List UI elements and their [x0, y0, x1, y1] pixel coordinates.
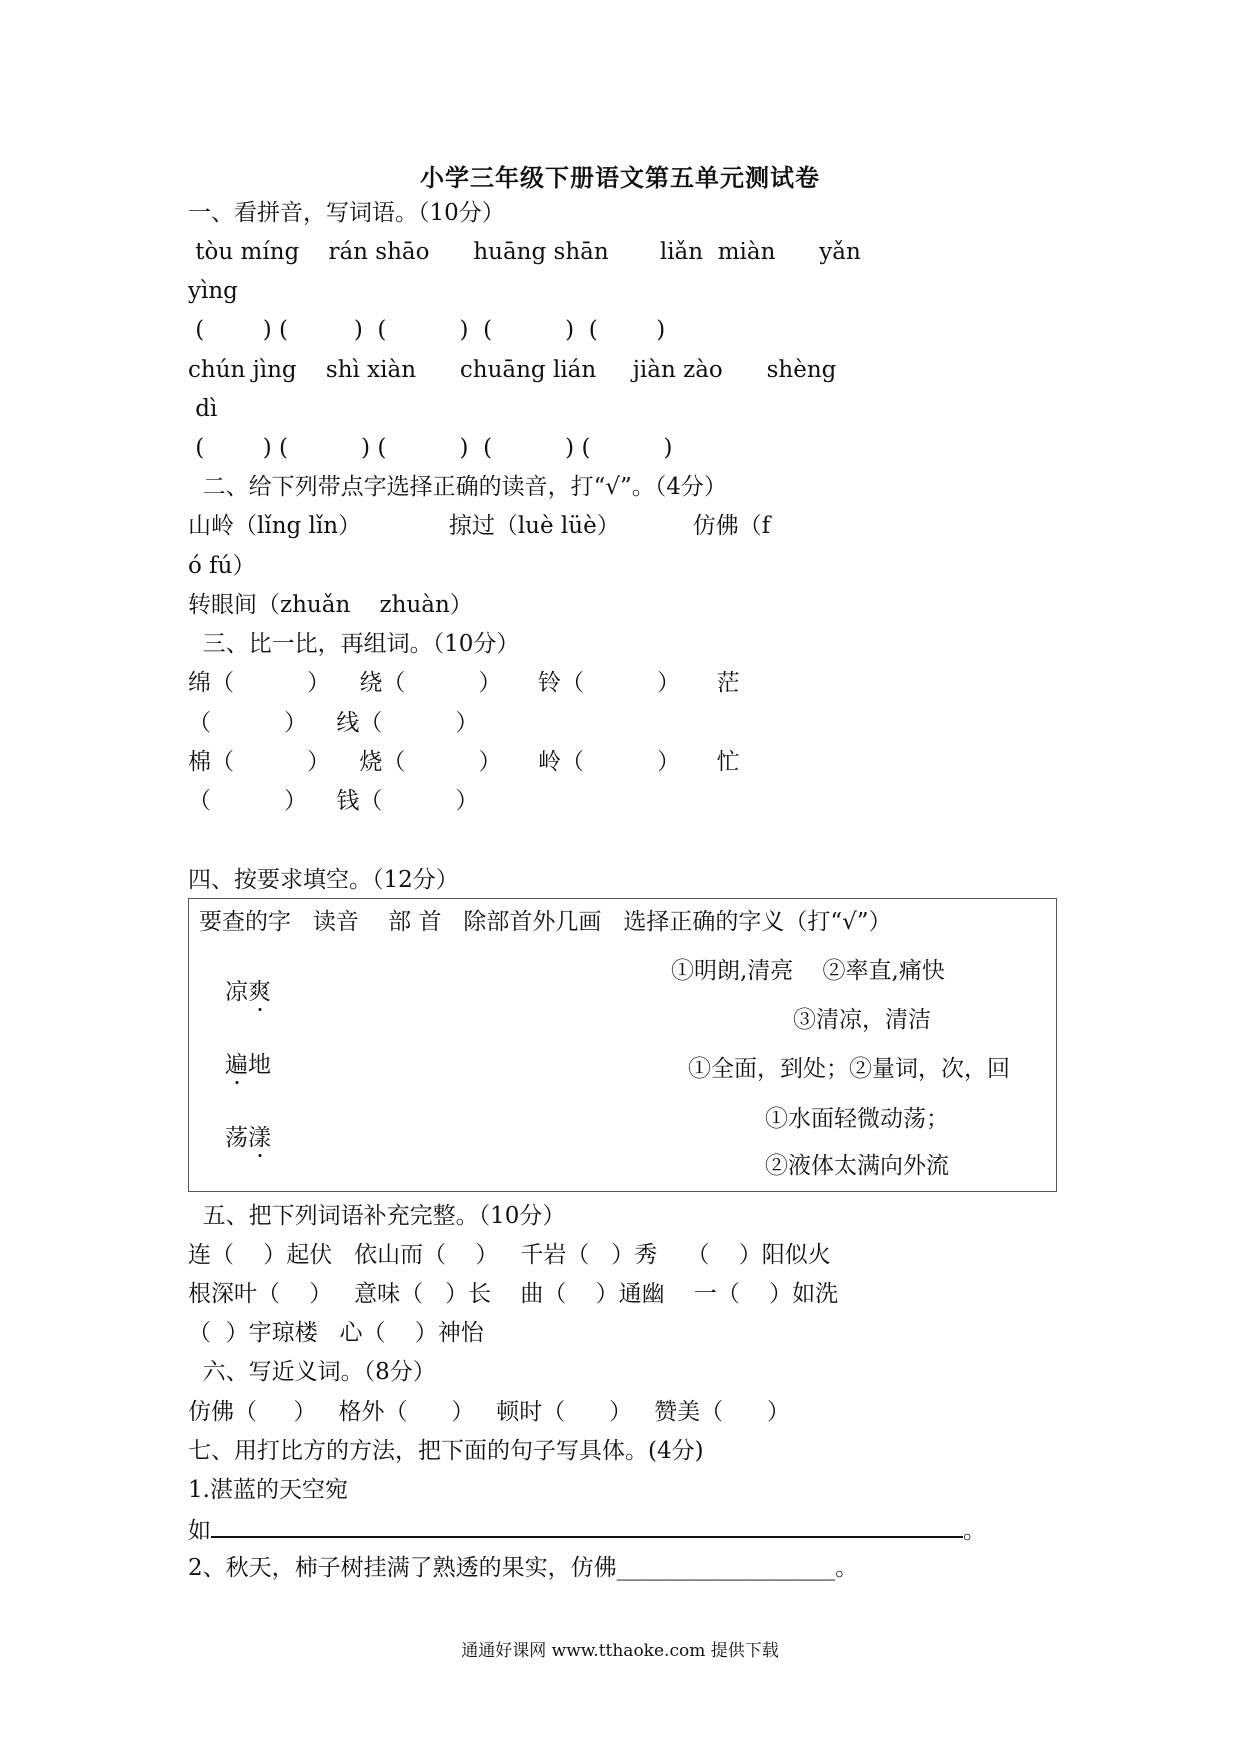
dictionary-table [188, 898, 1057, 1192]
table-header: 要查的字 读音 部 首 除部首外几画 选择正确的字义（打“√”） [199, 909, 892, 935]
answer-blanks-1[interactable]: ( ) ( ) ( ) ( ) ( ) [188, 317, 666, 343]
answer-blanks-2[interactable]: ( ) ( ) ( ) ( ) ( ) [188, 435, 673, 461]
page-title: 小学三年级下册语文第五单元测试卷 [420, 163, 820, 192]
question-1-answer [188, 1514, 986, 1546]
idiom-line-2[interactable]: 根深叶（ ） 意味（ ）长 曲（ ）通幽 一（ ）如洗 [188, 1281, 839, 1307]
pinyin-row-1-wrap: yìng [188, 278, 238, 304]
word-char: 凉 [225, 979, 248, 1005]
reading-choice-line-1-wrap[interactable]: ó fú） [188, 553, 256, 579]
compare-line-2[interactable]: 棉（ ） 烧（ ） 岭（ ） 忙 [188, 749, 740, 775]
section-3-heading: 三、比一比，再组词。（10分） [188, 631, 520, 657]
idiom-line-3[interactable]: （ ）宇琼楼 心（ ）神怡 [188, 1320, 484, 1346]
reading-choice-line-1[interactable]: 山岭（lǐng lǐn） 掠过（luè lüè） 仿佛（f [188, 513, 771, 539]
compare-line-2-wrap[interactable]: （ ） 钱（ ） [188, 788, 479, 814]
meaning-1-line-1[interactable]: ①明朗,清亮 ②率直,痛快 [671, 958, 945, 984]
table-word-1 [225, 977, 271, 1007]
section-1-heading: 一、看拼音，写词语。（10分） [188, 200, 505, 226]
pinyin-row-2-wrap: dì [188, 396, 218, 422]
section-2-heading: 二、给下列带点字选择正确的读音，打“√”。（4分） [188, 474, 727, 500]
table-word-3 [225, 1123, 271, 1153]
pinyin-row-2: chún jìng shì xiàn chuāng lián jiàn zào shèng [188, 357, 837, 383]
compare-line-1-wrap[interactable]: （ ） 线（ ） [188, 710, 479, 736]
question-1-prefix: 如 [188, 1518, 211, 1544]
section-6-heading: 六、写近义词。（8分） [188, 1359, 436, 1385]
section-4-heading: 四、按要求填空。（12分） [188, 867, 459, 893]
idiom-line-1[interactable]: 连（ ）起伏 依山而（ ） 千岩（ ）秀 （ ）阳似火 [188, 1242, 831, 1268]
meaning-3-line-1[interactable]: ①水面轻微动荡； [765, 1106, 949, 1132]
pinyin-row-1: tòu míng rán shāo huāng shān liǎn miàn yǎn [188, 239, 861, 265]
reading-choice-line-2[interactable]: 转眼间（zhuǎn zhuàn） [188, 592, 473, 618]
answer-line[interactable] [211, 1514, 963, 1538]
section-5-heading: 五、把下列词语补充完整。（10分） [188, 1203, 566, 1229]
dotted-char: 遍 [225, 1052, 248, 1078]
dotted-char: 爽 [248, 979, 271, 1005]
compare-line-1[interactable]: 绵（ ） 绕（ ） 铃（ ） 茫 [188, 670, 740, 696]
question-1-suffix: 。 [963, 1518, 986, 1544]
meaning-2-line-1[interactable]: ①全面，到处；②量词，次，回 [688, 1056, 1010, 1082]
dotted-char: 漾 [248, 1125, 271, 1151]
question-2[interactable]: 2、秋天，柿子树挂满了熟透的果实，仿佛___________________。 [188, 1555, 859, 1581]
question-1: 1.湛蓝的天空宛 [188, 1477, 348, 1503]
table-word-2 [225, 1050, 271, 1080]
meaning-3-line-2[interactable]: ②液体太满向外流 [765, 1153, 949, 1179]
word-char: 荡 [225, 1125, 248, 1151]
meaning-1-line-2[interactable]: ③清凉，清洁 [793, 1007, 931, 1033]
synonym-line[interactable]: 仿佛（ ） 格外（ ） 顿时（ ） 赞美（ ） [188, 1399, 790, 1425]
footer-credit: 通通好课网 www.tthaoke.com 提供下载 [461, 1641, 779, 1661]
section-7-heading: 七、用打比方的方法，把下面的句子写具体。(4分) [188, 1438, 704, 1464]
word-char: 地 [248, 1052, 271, 1078]
